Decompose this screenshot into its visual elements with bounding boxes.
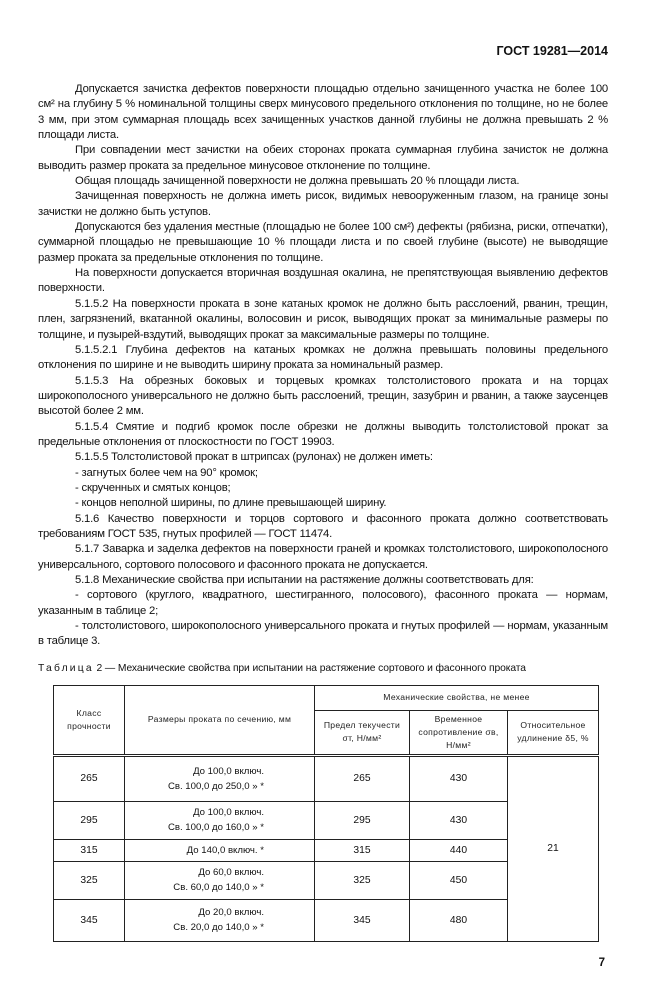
table-row <box>54 755 599 801</box>
cell-class: 315 <box>54 839 125 861</box>
paragraph: - сортового (круглого, квадратного, шестигранного, полосового), фасонного проката — нормам, указанным в таблице 2; <box>38 589 608 617</box>
cell-tensile: 450 <box>410 861 508 899</box>
size-range: Св. 60,0 до 140,0 » * <box>173 882 264 894</box>
size-range: Св. 100,0 до 160,0 » * <box>167 822 264 834</box>
size-range: Св. 20,0 до 140,0 » * <box>173 922 264 934</box>
table-caption-text: 2 — Механические свойства при испытании на растяжение сортового и фасонного проката <box>96 662 526 674</box>
paragraph: - скрученных и смятых концов; <box>75 481 231 494</box>
size-range: Св. 100,0 до 250,0 » * <box>167 780 264 792</box>
header-tensile: Временное сопротивление σв, Н/мм² <box>410 710 508 755</box>
paragraph: При совпадении мест зачистки на обеих сторонах проката суммарная глубина зачисток не должна выводить размер проката за предельное минусовое отклонение по толщине. <box>38 144 608 172</box>
cell-sizes <box>125 839 315 861</box>
header-class: Класс прочности <box>54 685 125 755</box>
paragraph: 5.1.5.3 На обрезных боковых и торцевых кромках толстолистового проката и на торцах широкополосного универсального не должно быть расслоений, трещин, зазубрин и рванин, а также заусенцев высотой более 2 мм. <box>38 374 608 418</box>
size-range: До 60,0 включ. <box>198 867 264 879</box>
cell-class: 345 <box>54 899 125 941</box>
size-range: До 100,0 включ. <box>193 765 264 777</box>
cell-sizes <box>125 861 315 899</box>
cell-yield: 265 <box>315 755 410 801</box>
header-yield: Предел текучести σт, Н/мм² <box>315 710 410 755</box>
cell-yield: 325 <box>315 861 410 899</box>
cell-yield: 345 <box>315 899 410 941</box>
paragraph: 5.1.5.2 На поверхности проката в зоне катаных кромок не должно быть расслоений, рванин, трещин, плен, загрязнений, вкатанной окалины, волосовин и рисок, выводящих прокат за минимальные размеры по толщине, и пузырей-вздутий, выводящих прокат за максимальные размеры по толщине. <box>38 297 608 341</box>
cell-sizes <box>125 899 315 941</box>
cell-yield: 295 <box>315 801 410 839</box>
paragraph: - концов неполной ширины, по длине превышающей ширину. <box>75 497 387 510</box>
paragraph: Допускаются без удаления местные (площадью не более 100 см²) дефекты (рябизна, риски, отпечатки), суммарной площадью не превышающие 10 % площади листа и по своей глубине (высоте) не выводящие размер проката за предельные отклонения по толщине. <box>38 221 608 264</box>
header-sizes: Размеры проката по сечению, мм <box>125 685 315 755</box>
cell-sizes <box>125 801 315 839</box>
mechanical-properties-table <box>53 685 599 942</box>
table-caption-word: Таблица <box>38 662 94 674</box>
paragraph: 5.1.5.5 Толстолистовой прокат в штрипсах (рулонах) не должен иметь: <box>75 451 433 464</box>
size-range: До 140,0 включ. * <box>186 844 264 856</box>
cell-class: 325 <box>54 861 125 899</box>
cell-tensile: 430 <box>410 755 508 801</box>
cell-sizes <box>125 755 315 801</box>
paragraph: 5.1.5.4 Смятие и подгиб кромок после обрезки не должны выводить толстолистовой прокат за предельные отклонения от плоскостности по ГОСТ 19903. <box>38 420 608 448</box>
page-number: 7 <box>598 956 605 969</box>
cell-yield: 315 <box>315 839 410 861</box>
paragraph: Допускается зачистка дефектов поверхности площадью отдельно зачищенного участка не более 100 см² на глубину 5 % номинальной толщины сверх минусового предельного отклонения по толщине, но не более 3 мм, при этом суммарная площадь всех зачищенных участков данной глубины не должна превышать 2 % площади листа. <box>38 83 608 142</box>
header-elong: Относительное удлинение δ5, % <box>508 710 599 755</box>
size-range: До 100,0 включ. <box>193 807 264 819</box>
body-text <box>38 82 608 650</box>
paragraph: 5.1.6 Качество поверхности и торцов сортового и фасонного проката должно соответствовать требованиям ГОСТ 535, гнутых профилей — ГОСТ 11474. <box>38 512 608 540</box>
size-range: До 20,0 включ. <box>198 907 264 919</box>
cell-tensile: 440 <box>410 839 508 861</box>
paragraph: 5.1.7 Заварка и заделка дефектов на поверхности граней и кромках толстолистового, широкополосного универсального, сортового полосового и фасонного проката не допускается. <box>38 543 608 571</box>
document-id: ГОСТ 19281—2014 <box>496 44 608 58</box>
paragraph: 5.1.5.2.1 Глубина дефектов на катаных кромках не должна превышать половины предельного отклонения по ширине и не выводить ширину проката за номинальный размер. <box>38 343 608 372</box>
header-group: Механические свойства, не менее <box>315 685 599 710</box>
table-caption <box>38 662 608 676</box>
paragraph: - загнутых более чем на 90° кромок; <box>75 466 258 479</box>
cell-tensile: 480 <box>410 899 508 941</box>
cell-class: 295 <box>54 801 125 839</box>
paragraph: На поверхности допускается вторичная воздушная окалина, не препятствующая выявлению дефектов поверхности. <box>38 267 608 295</box>
cell-elongation: 21 <box>508 755 599 941</box>
paragraph: Зачищенная поверхность не должна иметь рисок, видимых невооруженным глазом, на границе зоны зачистки не должно быть уступов. <box>38 190 608 218</box>
cell-tensile: 430 <box>410 801 508 839</box>
paragraph: Общая площадь зачищенной поверхности не должна превышать 20 % площади листа. <box>75 175 520 188</box>
paragraph: - толстолистового, широкополосного универсального проката и гнутых профилей — нормам, указанным в таблице 3. <box>38 620 608 648</box>
paragraph: 5.1.8 Механические свойства при испытании на растяжение должны соответствовать для: <box>75 574 534 586</box>
cell-class: 265 <box>54 755 125 801</box>
